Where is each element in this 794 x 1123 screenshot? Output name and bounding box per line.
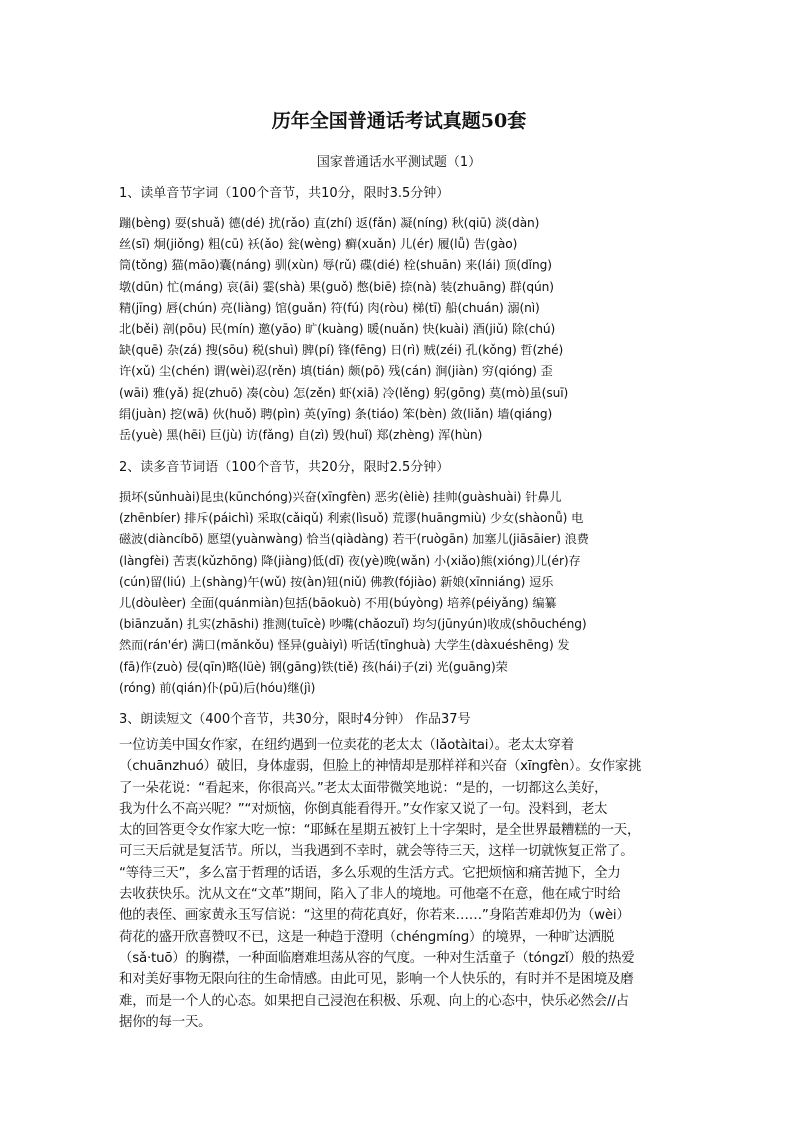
- section2-line: 儿(dòulèer) 全面(quánmiàn)包括(bāokuò) 不用(búyòng) 培养(péiyǎng) 编纂: [119, 595, 557, 610]
- passage-line: “等待三天”，多么富于哲理的话语，多么乐观的生活方式。它把烦恼和痛苦抛下，全力: [119, 865, 621, 881]
- passage-line: 难，而是一个人的心态。如果把自己浸泡在积极、乐观、向上的心态中，快乐必然会//占: [119, 993, 629, 1009]
- section1-line: 岳(yuè) 黑(hēi) 巨(jù) 访(fǎng) 自(zì) 毁(huǐ) 郑(zhèng) 浑(hùn): [119, 427, 483, 442]
- section2-line: (làngfèi) 苦衷(kǔzhōng) 降(jiàng)低(dī) 夜(yè)晚(wǎn) 小(xiǎo)熊(xióng)儿(ér)存: [119, 553, 581, 568]
- section2-line: 然而(rán'ér) 满口(mǎnkǒu) 怪异(guàiyì) 听话(tīnghuà) 大学生(dàxuéshēng) 发: [119, 638, 570, 653]
- passage-line: 荷花的盛开欣喜赞叹不已，这是一种趋于澄明（chénɡmínɡ）的境界，一种旷达洒脱: [119, 929, 615, 945]
- section1-line: 蹦(bèng) 耍(shuǎ) 德(dé) 扰(rǎo) 直(zhí) 返(fǎn) 凝(níng) 秋(qiū) 淡(dàn): [119, 216, 540, 230]
- section1-line: 北(běi) 剖(pōu) 民(mín) 邀(yāo) 旷(kuàng) 暖(nuǎn) 快(kuài) 酒(jiǔ) 除(chú): [119, 321, 556, 336]
- section1-line: (wāi) 雅(yǎ) 捉(zhuō) 凑(còu) 怎(zěn) 虾(xiā) 冷(lěng) 躬(gōng) 莫(mò)虽(suī): [119, 385, 569, 400]
- section1-line: 绢(juàn) 挖(wā) 伙(huǒ) 聘(pìn) 英(yīng) 条(tiáo) 笨(bèn) 敛(liǎn) 墙(qiáng): [119, 406, 553, 421]
- section3-heading: 3、朗读短文（400个音节，共30分，限时4分钟） 作品37号: [119, 712, 471, 727]
- section2-line: (biānzuǎn) 扎实(zhāshi) 推测(tuīcè) 吵嘴(chǎozuǐ) 均匀(jūnyún)收成(shōuchéng): [119, 617, 587, 632]
- passage-line: 他的表侄、画家黄永玉写信说：“这里的荷花真好，你若来……”身陷苦难却仍为（wèi）: [119, 908, 630, 924]
- section1-word-list: [119, 213, 679, 446]
- section2-line: 损坏(sǔnhuài)昆虫(kūnchóng)兴奋(xīngfèn) 恶劣(èliè) 挂帅(guàshuài) 针鼻儿: [119, 490, 562, 504]
- passage-line: 据你的每一天。: [119, 1014, 212, 1030]
- passage-line: （sǎ·tuō）的胸襟，一种面临磨难坦荡从容的气度。一种对生活童子（tónɡzǐ）般的热爱: [119, 950, 635, 966]
- section1-line: 缺(quē) 杂(zá) 搜(sōu) 税(shuì) 脾(pí) 锋(fēng) 日(rì) 贼(zéi) 孔(kǒng) 哲(zhé): [119, 343, 564, 358]
- passage-line: （chuānzhuó）破旧，身体虚弱，但脸上的神情却是那样祥和兴奋（xīngfèn）。女作家挑: [119, 759, 642, 775]
- section2-line: (cún)留(liú) 上(shàng)午(wǔ) 按(àn)钮(niǔ) 佛教(fójiào) 新娘(xīnniáng) 逗乐: [119, 574, 554, 589]
- section2-line: (róng) 前(qián)仆(pū)后(hóu)继(jì): [119, 680, 316, 695]
- section2-line: 磁波(diàncíbō) 愿望(yuànwàng) 恰当(qiàdàng) 若干(ruògān) 加塞儿(jiāsāier) 浪费: [119, 532, 589, 547]
- reading-passage: [119, 735, 679, 1033]
- section2-line: (zhēnbíer) 排斥(páichì) 采取(cǎiqǔ) 利索(lìsuǒ) 荒谬(huāngmiù) 少女(shàonǚ) 电: [119, 511, 584, 526]
- passage-line: 去收获快乐。沈从文在“文革”期间，陷入了非人的境地。可他毫不在意，他在咸宁时给: [119, 887, 621, 903]
- section1-line: 精(jīng) 唇(chún) 亮(liàng) 馆(guǎn) 符(fú) 肉(ròu) 梯(tī) 船(chuán) 溺(nì): [119, 300, 540, 315]
- passage-line: 我为什么不高兴呢？”“对烦恼，你倒真能看得开。”女作家又说了一句。没料到，老太: [119, 801, 608, 817]
- section1-line: 筒(tǒng) 猫(māo)囊(náng) 驯(xùn) 辱(rǔ) 碟(dié) 栓(shuān) 来(lái) 顶(dǐng): [119, 258, 552, 273]
- document-title: 历年全国普通话考试真题50套: [271, 110, 527, 132]
- passage-line: 太的回答更令女作家大吃一惊：“耶稣在星期五被钉上十字架时，是全世界最糟糕的一天，: [119, 823, 641, 839]
- section1-line: 丝(sī) 炯(jiǒng) 粗(cū) 袄(ǎo) 瓮(wèng) 癣(xuǎn) 儿(ér) 履(lǚ) 告(gào): [119, 237, 518, 252]
- section1-line: 许(xǔ) 尘(chén) 谓(wèi)忍(rěn) 填(tián) 颇(pō) 残(cán) 涧(jiàn) 穷(qióng) 歪: [119, 364, 553, 379]
- section2-heading: 2、读多音节词语（100个音节，共20分，限时2.5分钟）: [119, 460, 450, 475]
- test-subtitle: 国家普通话水平测试题（1）: [316, 155, 482, 170]
- passage-line: 了一朵花说：“看起来，你很高兴。”老太太面带微笑地说：“是的，一切都这么美好，: [119, 780, 608, 796]
- section2-line: (fā)作(zuò) 侵(qīn)略(lüè) 钢(gāng)铁(tiě) 孩(hái)子(zi) 光(guāng)荣: [119, 659, 508, 674]
- section1-heading: 1、读单音节字词（100个音节，共10分，限时3.5分钟）: [119, 186, 450, 201]
- passage-line: 一位访美中国女作家，在纽约遇到一位卖花的老太太（lǎotàitai）。老太太穿着: [119, 738, 574, 753]
- passage-line: 和对美好事物无限向往的生命情感。由此可见，影响一个人快乐的，有时并不是困境及磨: [119, 972, 634, 988]
- passage-line: 可三天后就是复活节。所以，当我遇到不幸时，就会等待三天，这样一切就恢复正常了。: [119, 844, 634, 860]
- section1-line: 墩(dūn) 忙(máng) 哀(āi) 霎(shà) 果(guǒ) 憋(biē) 捺(nà) 装(zhuāng) 群(qún): [119, 279, 554, 294]
- section2-word-list: [119, 487, 679, 699]
